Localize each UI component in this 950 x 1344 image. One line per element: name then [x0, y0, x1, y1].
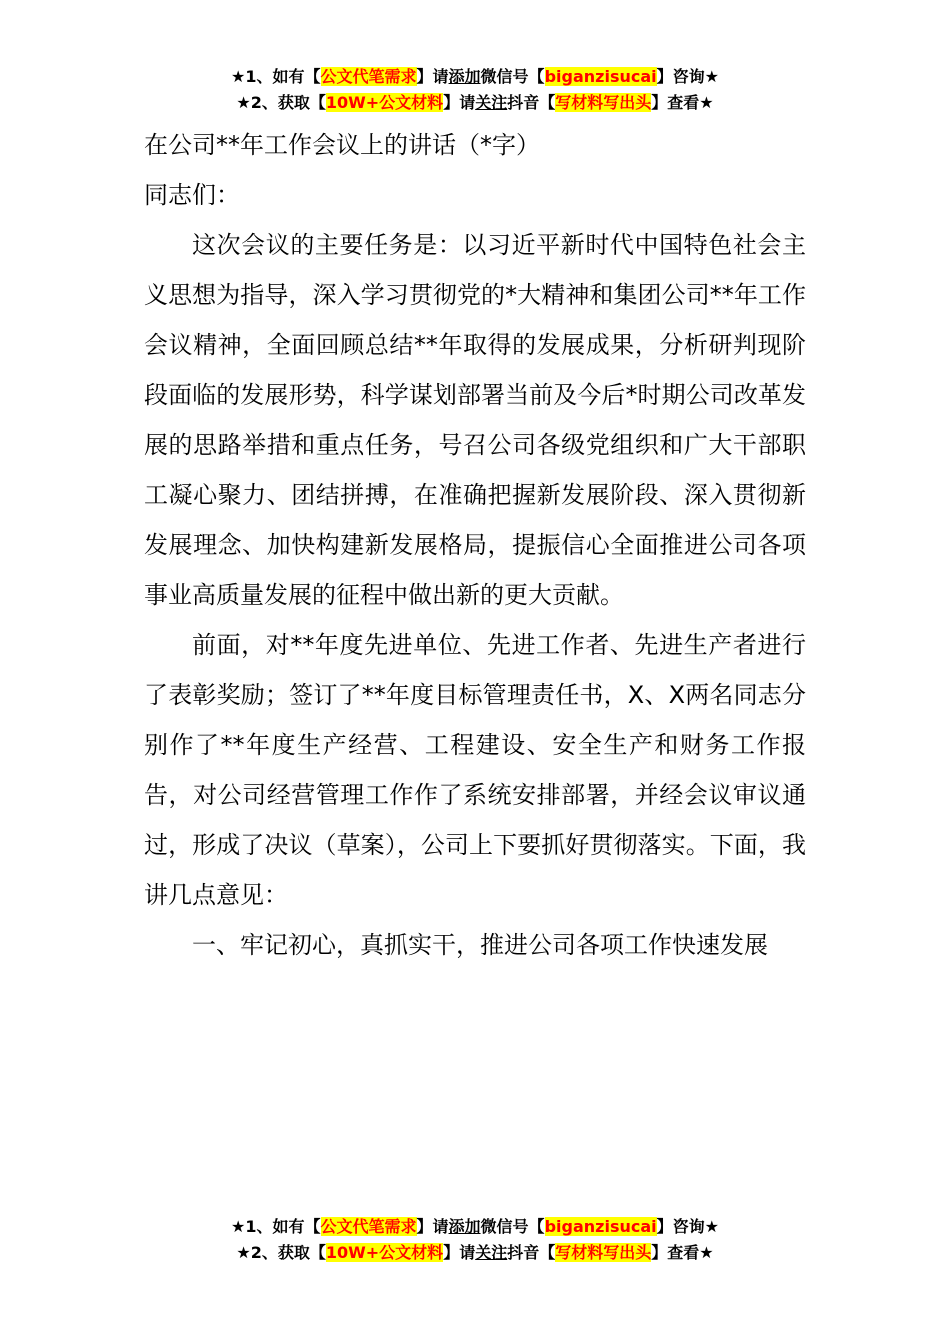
footer-promo: [0, 1214, 950, 1266]
promo-line-1: ★1、如有【公文代笔需求】请添加微信号【biganzisucai】咨询★: [231, 67, 719, 86]
header-promo: [0, 64, 950, 116]
document-title: 在公司**年工作会议上的讲话（*字）: [144, 131, 540, 159]
promo-highlight: biganzisucai: [544, 67, 657, 86]
salutation: 同志们：: [144, 181, 240, 209]
paragraph: 前面，对**年度先进单位、先进工作者、先进生产者进行了表彰奖励；签订了**年度目标管理责任书，X、X两名同志分别作了**年度生产经营、工程建设、安全生产和财务工作报告，对公司经营管理工作作了系统安排部署，并经会议审议通过，形成了决议（草案），公司上下要抓好贯彻落实。下面，我讲几点意见：: [144, 631, 806, 909]
promo-line-1: ★1、如有【公文代笔需求】请添加微信号【biganzisucai】咨询★: [231, 1217, 719, 1236]
document-body: [144, 120, 806, 970]
promo-highlight: 公文代笔需求: [320, 67, 417, 86]
promo-highlight: 10W+公文材料: [325, 1243, 444, 1262]
promo-highlight: 写材料写出头: [555, 1243, 652, 1262]
promo-line-2: ★2、获取【10W+公文材料】请关注抖音【写材料写出头】查看★: [236, 93, 714, 112]
promo-line-2: ★2、获取【10W+公文材料】请关注抖音【写材料写出头】查看★: [236, 1243, 714, 1262]
promo-highlight: 10W+公文材料: [325, 93, 444, 112]
promo-highlight: biganzisucai: [544, 1217, 657, 1236]
promo-highlight: 写材料写出头: [555, 93, 652, 112]
paragraph: 这次会议的主要任务是：以习近平新时代中国特色社会主义思想为指导，深入学习贯彻党的*大精神和集团公司**年工作会议精神，全面回顾总结**年取得的发展成果，分析研判现阶段面临的发展形势，科学谋划部署当前及今后*时期公司改革发展的思路举措和重点任务，号召公司各级党组织和广大干部职工凝心聚力、团结拼搏，在准确把握新发展阶段、深入贯彻新发展理念、加快构建新发展格局，提振信心全面推进公司各项事业高质量发展的征程中做出新的更大贡献。: [144, 231, 806, 609]
section-heading: 一、牢记初心，真抓实干，推进公司各项工作快速发展: [192, 931, 768, 959]
promo-highlight: 公文代笔需求: [320, 1217, 417, 1236]
